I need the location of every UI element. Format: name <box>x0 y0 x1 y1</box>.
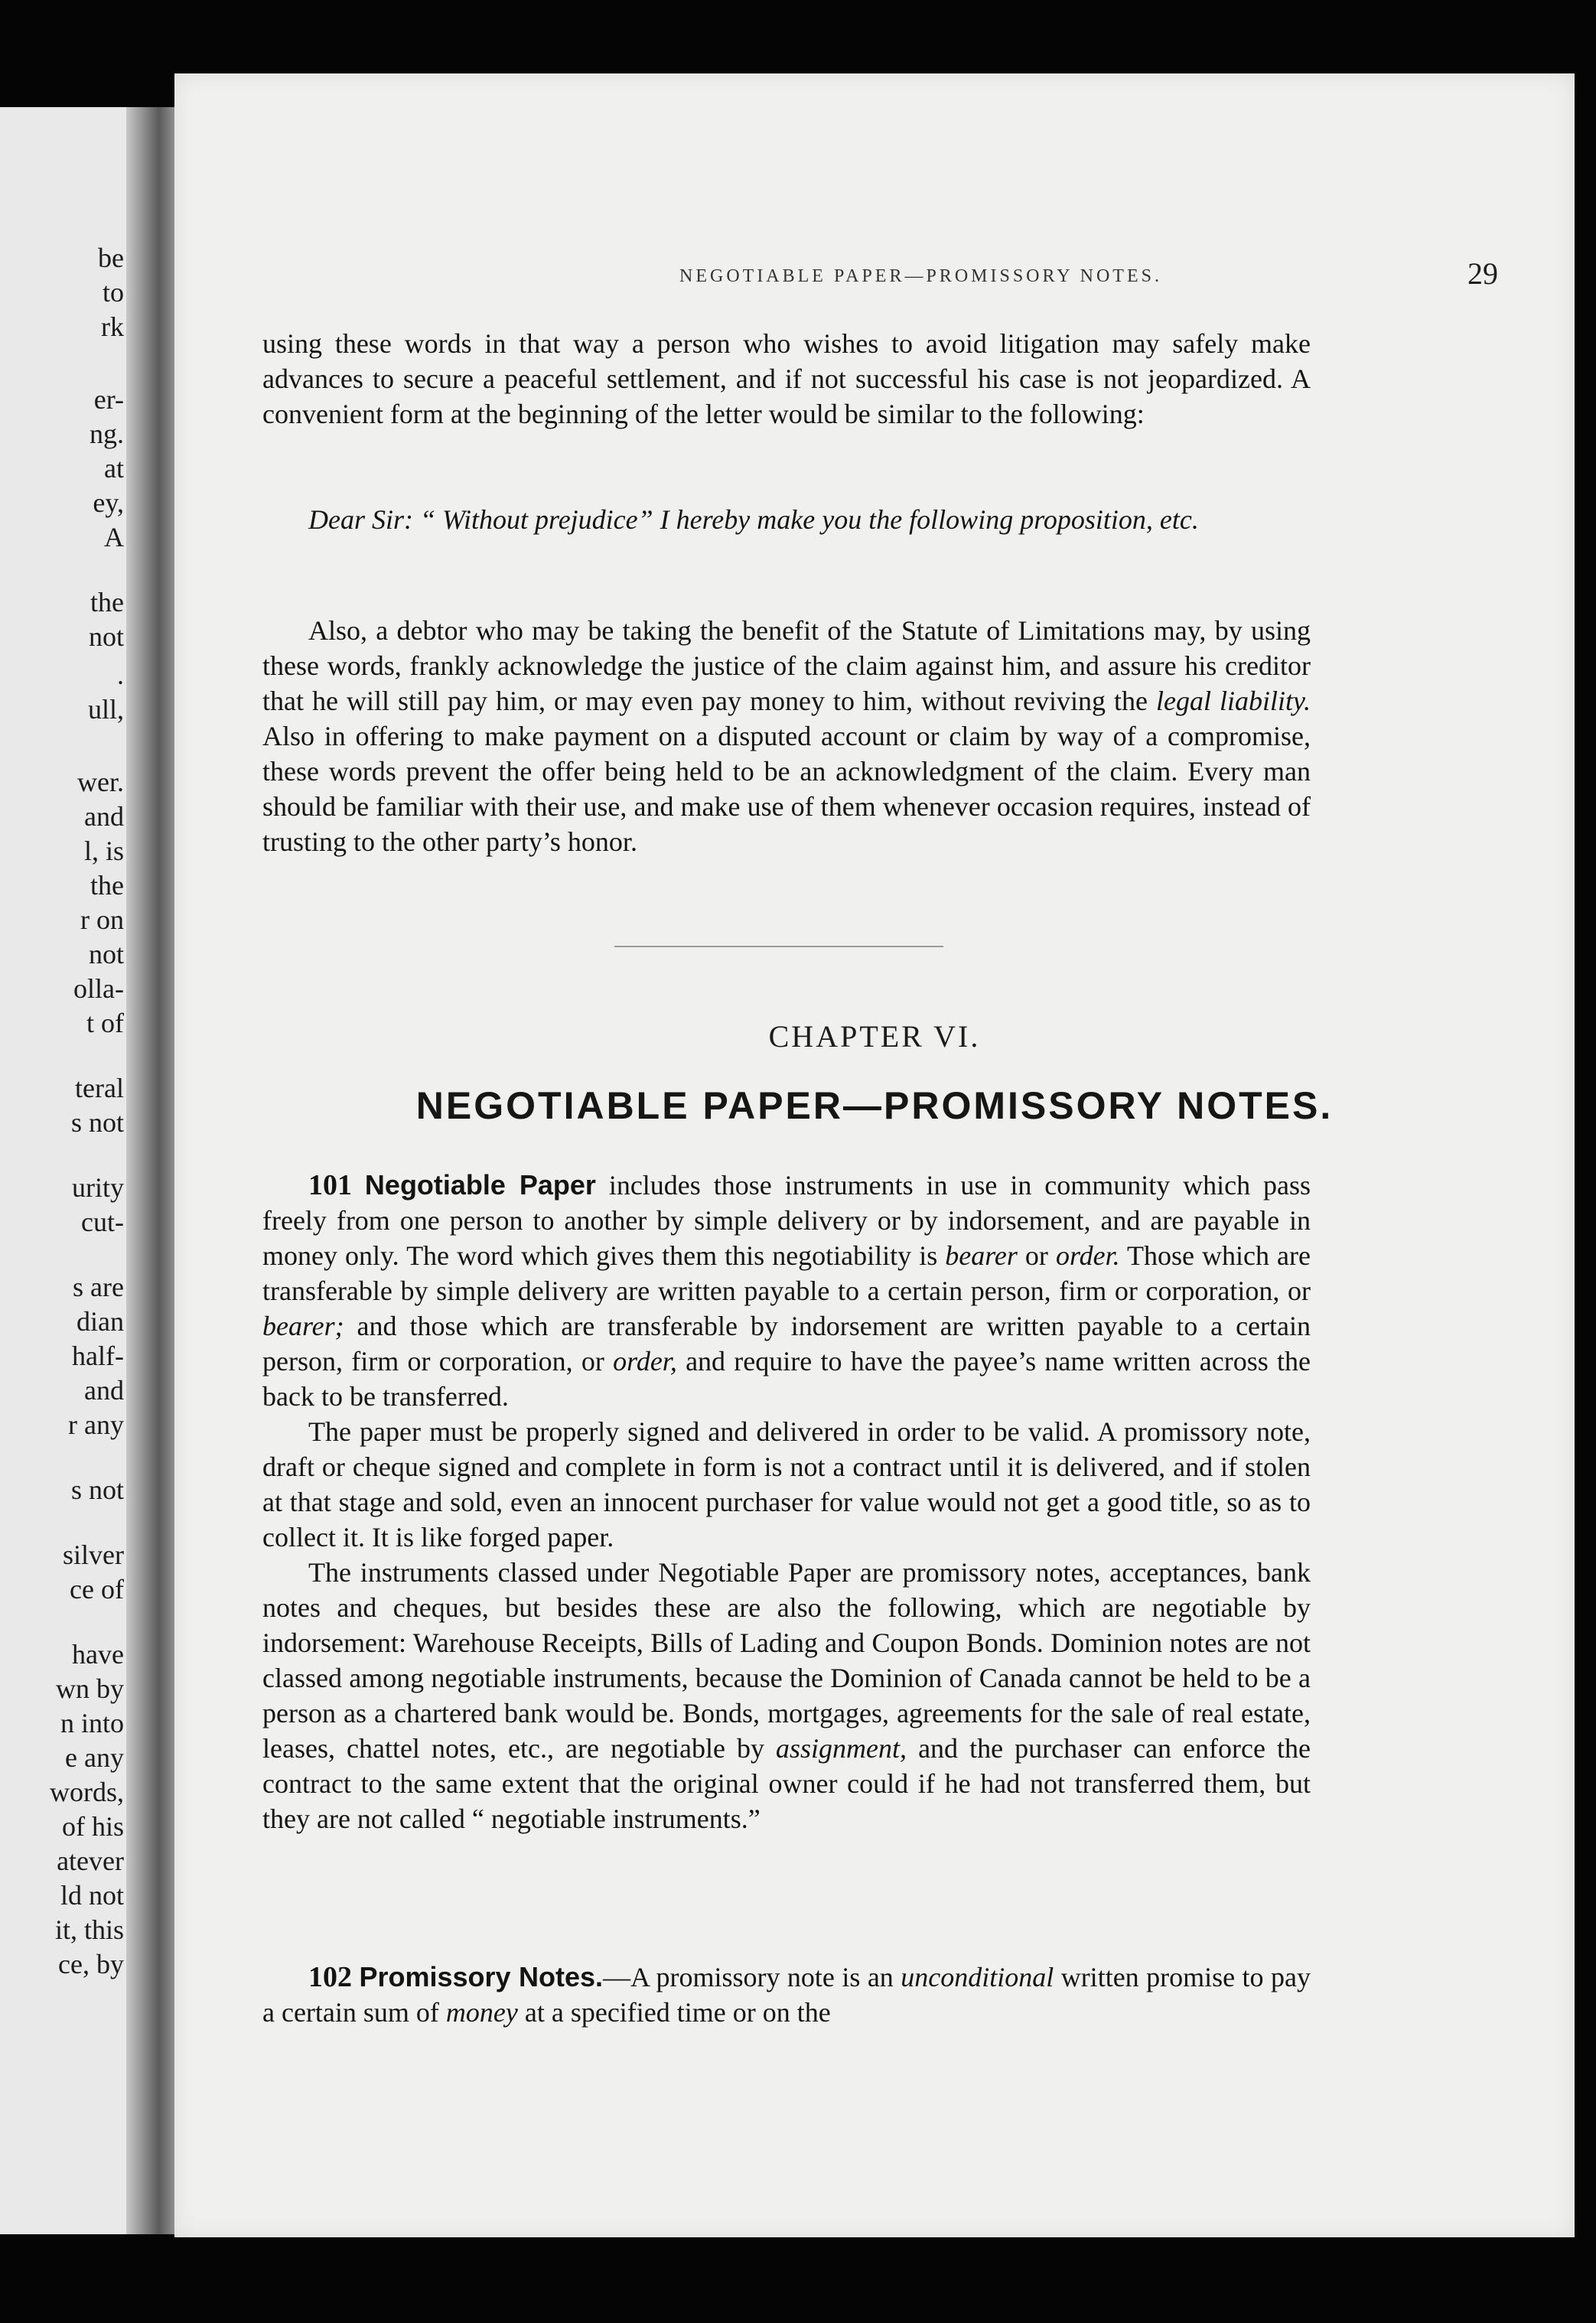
section-101-para-3 <box>262 1555 1311 1836</box>
statute-paragraph <box>262 613 1311 859</box>
running-title: NEGOTIABLE PAPER—PROMISSORY NOTES. <box>679 266 1162 286</box>
chapter-title: NEGOTIABLE PAPER—PROMISSORY NOTES. <box>415 1084 1334 1127</box>
text-run: and the purchaser can enforce the contract to the same extent that the original owner could if he had not transferred them, but they are not called “ negotiable instruments.” <box>262 1733 1311 1834</box>
text-run: at a specified time or on the <box>517 1997 831 2028</box>
left-page-fragment: it, this <box>54 1914 124 1945</box>
left-page-fragment: have <box>72 1639 124 1670</box>
text-run: The instruments classed under Negotiable Paper are promissory notes, acceptances, bank notes and cheques, but besides these are also the following, which are negotiable by indorsement: Warehouse Receipts, Bills of Lading and Coupon Bonds. Dominion notes are not classed among negotiable instruments, because the Dominion of Canada cannot be held to be a person as a chartered bank would be. Bonds, mortgages, agreements for the sale of real estate, leases, chattel notes, etc., are negotiable by <box>262 1557 1311 1764</box>
left-page-fragment: be <box>98 243 124 273</box>
italic-run: order, <box>613 1346 677 1377</box>
left-page-fragment: A <box>104 522 124 552</box>
italic-run: money <box>445 1997 518 2028</box>
left-page-fragment: and <box>84 801 124 832</box>
left-page-fragment: r any <box>68 1409 124 1440</box>
italic-run: order. <box>1055 1240 1120 1271</box>
section-101-para-2: The paper must be properly signed and delivered in order to be valid. A promissory note, draft or cheque signed and complete in form is not a contract until it is delivered, and if stolen at that stage and sold, even an innocent purchaser for value would not get a good title, so as to collect it. It is like forged paper. <box>262 1416 1311 1552</box>
left-page-fragment: r on <box>80 904 124 935</box>
left-page-fragment: wer. <box>77 767 124 797</box>
left-page-fragment: ce of <box>70 1574 124 1605</box>
left-page-fragment: n into <box>60 1708 124 1738</box>
left-page-fragment: wn by <box>56 1673 124 1704</box>
left-page-fragment: the <box>90 587 124 617</box>
left-page-fragment: teral <box>75 1073 124 1103</box>
section-number: 101 <box>308 1169 352 1201</box>
text-run: Also, a debtor who may be taking the benefit of the Statute of Limitations may, by using these words, frankly acknowledge the justice of the claim against him, and assure his creditor that he will still pay him, or may even pay money to him, without reviving the <box>262 615 1311 716</box>
left-page-fragment: atever <box>57 1846 124 1876</box>
italic-run: legal liability. <box>1156 686 1311 716</box>
text-run: and require to have the payee’s name written across the back to be transferred. <box>262 1346 1311 1412</box>
left-page-fragment: ld not <box>60 1880 124 1911</box>
quote-text <box>262 502 1311 537</box>
section-101-para-1 <box>262 1168 1311 1414</box>
italic-run: bearer <box>945 1240 1018 1271</box>
text-run: Also in offering to make payment on a disputed account or claim by way of a compromise, these words prevent the offer being held to be an acknowledgment of the claim. Every man should be familiar with their use, and make use of them whenever occasion requires, instead of trusting to the other party’s honor. <box>262 721 1311 857</box>
left-page-fragment: dian <box>77 1306 124 1337</box>
text-run: Those which are transferable by simple delivery are written payable to a certain person, firm or corporation, or <box>262 1240 1311 1306</box>
left-page-fragment: er- <box>93 384 124 415</box>
page-number: 29 <box>1467 256 1498 291</box>
italic-run: assignment, <box>776 1733 907 1764</box>
left-page-fragment: urity <box>72 1172 124 1203</box>
section-heading: Negotiable Paper <box>364 1169 596 1201</box>
text-run: and those which are transferable by indorsement are written payable to a certain person, firm or corporation, or <box>262 1311 1311 1377</box>
quote-body: “ Without prejudice” I hereby make you the following proposition, etc. <box>413 504 1199 535</box>
section-102-para-1 <box>262 1960 1311 2030</box>
left-page-fragment: rk <box>101 311 124 342</box>
left-page-fragment: words, <box>50 1777 124 1807</box>
text-run: or <box>1017 1240 1056 1271</box>
left-page-fragment: cut- <box>81 1207 124 1237</box>
section-divider <box>614 946 943 947</box>
left-page-fragment: t of <box>86 1008 124 1038</box>
left-page-fragment: silver <box>63 1539 124 1570</box>
italic-run: unconditional <box>901 1962 1054 1992</box>
left-page-fragment: not <box>88 939 124 969</box>
italic-run: bearer; <box>262 1311 344 1341</box>
paragraph-text: using these words in that way a person who wishes to avoid litigation may safely make advances to secure a peaceful settlement, and if not successful his case is not jeopardized. A convenient form at the beginning of the letter would be similar to the following: <box>262 328 1311 429</box>
quote-salutation: Dear Sir: <box>308 504 413 535</box>
left-page-fragment: ce, by <box>58 1949 124 1979</box>
chapter-label: CHAPTER VI. <box>768 1019 981 1054</box>
left-page-fragment: at <box>104 453 124 484</box>
section-101 <box>262 1168 1311 1836</box>
left-page-fragment: ng. <box>90 419 124 449</box>
paragraph-text <box>262 613 1311 859</box>
left-page-fragment: not <box>88 621 124 652</box>
section-heading: Promissory Notes. <box>359 1961 604 1992</box>
left-page-fragment: ey, <box>93 487 124 518</box>
section-number: 102 <box>308 1961 352 1993</box>
left-page-fragment: s are <box>73 1272 124 1302</box>
left-page-fragment: e any <box>65 1742 124 1773</box>
book-page <box>174 73 1575 2237</box>
text-run: includes those instruments in use in community which pass freely from one person to another by simple delivery or by indorsement, and are payable in money only. The word which gives them this negotiability is <box>262 1170 1311 1271</box>
left-page-fragment: half- <box>72 1341 124 1371</box>
section-102 <box>262 1960 1311 2030</box>
left-page-fragment: l, is <box>83 836 124 866</box>
left-page-fragment: the <box>90 870 124 901</box>
left-page-fragment: of his <box>62 1811 124 1842</box>
left-page-fragment: s not <box>70 1107 124 1138</box>
example-quote <box>262 502 1311 537</box>
left-page-fragment: to <box>102 277 124 308</box>
text-run: —A promissory note is an <box>603 1962 901 1992</box>
left-page-fragment: and <box>84 1375 124 1406</box>
left-page-fragment: olla- <box>73 973 124 1004</box>
left-page-fragment: . <box>117 660 124 690</box>
left-facing-page <box>0 107 145 2234</box>
continuation-paragraph <box>262 326 1311 432</box>
left-page-fragment: s not <box>70 1474 124 1505</box>
text-run: written promise to pay a certain sum of <box>262 1962 1311 2028</box>
left-page-fragment: ull, <box>87 694 124 725</box>
